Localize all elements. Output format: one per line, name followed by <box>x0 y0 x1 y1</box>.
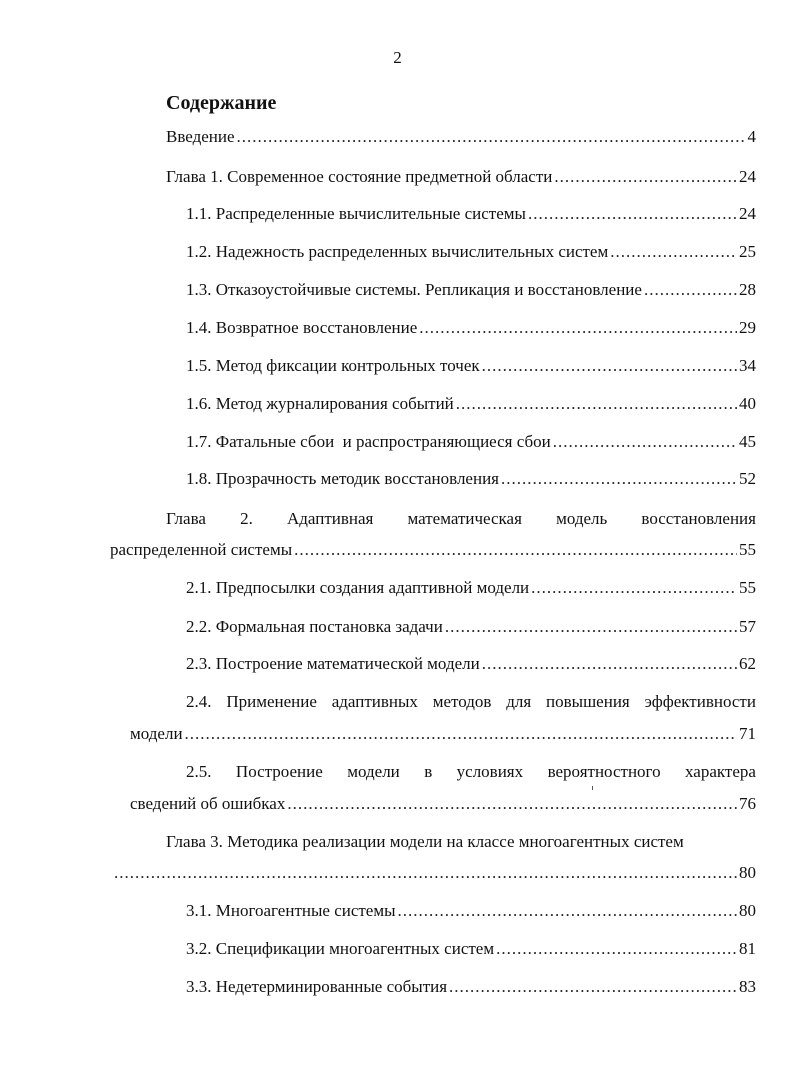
dot-leader <box>531 578 737 598</box>
toc-word: эффективности <box>644 692 756 711</box>
toc-word: 2.4. <box>186 692 212 711</box>
toc-entry-text: Введение <box>166 127 235 146</box>
dot-leader <box>528 204 737 224</box>
toc-word: математическая <box>407 509 522 528</box>
dot-leader <box>553 432 737 452</box>
dot-leader <box>610 242 737 262</box>
toc-entry-page: 81 <box>739 939 756 958</box>
dot-leader <box>501 469 737 489</box>
toc-word: характера <box>685 762 756 781</box>
toc-word: модель <box>556 509 608 528</box>
toc-entry-text: 1.4. Возвратное восстановление <box>186 318 418 337</box>
toc-entry-introduction[interactable] <box>166 127 756 147</box>
dot-leader <box>482 654 737 674</box>
toc-entry-page: 62 <box>739 654 756 673</box>
dot-leader <box>456 394 737 414</box>
toc-entry-text: распределенной системы <box>110 540 293 559</box>
toc-entry-text: 2.2. Формальная постановка задачи <box>186 617 443 636</box>
toc-entry-3-2[interactable] <box>186 939 756 959</box>
dot-leader <box>237 127 746 147</box>
toc-entry-2-3[interactable] <box>186 654 756 674</box>
toc-entry-text: 1.2. Надежность распределенных вычислительных систем <box>186 242 609 261</box>
toc-entry-3-3[interactable] <box>186 977 756 997</box>
toc-entry-page: 83 <box>739 977 756 996</box>
toc-word: вероятностного <box>547 762 661 781</box>
toc-word: в <box>424 762 433 781</box>
toc-word: Применение <box>226 692 317 711</box>
toc-word: Глава <box>166 509 206 528</box>
toc-entry-1-7[interactable] <box>186 432 756 452</box>
toc-entry-page: 76 <box>739 794 756 813</box>
toc-entry-text: 3.3. Недетерминированные события <box>186 977 448 996</box>
toc-entry-page: 55 <box>739 540 756 559</box>
dot-leader <box>419 318 737 338</box>
toc-entry-page: 57 <box>739 617 756 636</box>
toc-entry-3-1[interactable] <box>186 901 756 921</box>
toc-heading: Содержание <box>166 92 277 114</box>
dot-leader <box>482 356 737 376</box>
toc-entry-1-5[interactable] <box>186 356 756 376</box>
dot-leader <box>644 280 737 300</box>
toc-entry-text: 2.3. Построение математической модели <box>186 654 480 673</box>
toc-entry-text: 1.7. Фатальные сбои и распространяющиеся сбои <box>186 432 551 451</box>
toc-entry-text: 1.5. Метод фиксации контрольных точек <box>186 356 480 375</box>
toc-entry-2-2[interactable] <box>186 617 756 637</box>
toc-entry-1-1[interactable] <box>186 204 756 224</box>
dot-leader <box>445 617 737 637</box>
toc-entry-chapter-3-line1[interactable] <box>166 832 756 852</box>
dot-leader <box>294 540 737 560</box>
toc-entry-page: 34 <box>739 356 756 375</box>
toc-word: 2.5. <box>186 762 212 781</box>
toc-entry-1-4[interactable] <box>186 318 756 338</box>
toc-entry-1-2[interactable] <box>186 242 756 262</box>
toc-entry-text: модели <box>130 724 183 743</box>
toc-entry-text: Глава 1. Современное состояние предметной области <box>166 167 553 186</box>
toc-word: восстановления <box>641 509 756 528</box>
toc-entry-page: 71 <box>739 724 756 743</box>
scan-artifact <box>592 786 593 790</box>
toc-entry-page: 52 <box>739 469 756 488</box>
toc-word: модели <box>347 762 400 781</box>
toc-entry-chapter-2-line1[interactable] <box>166 509 756 529</box>
toc-entry-2-5-line1[interactable] <box>186 762 756 782</box>
toc-entry-page: 4 <box>747 127 756 146</box>
toc-word: Построение <box>235 762 323 781</box>
toc-word: методов <box>432 692 492 711</box>
toc-entry-page: 24 <box>739 167 756 186</box>
dot-leader <box>496 939 737 959</box>
toc-entry-2-5-line2[interactable] <box>130 794 756 814</box>
dot-leader <box>554 167 737 187</box>
toc-entry-chapter-2-line2[interactable] <box>110 540 756 560</box>
dot-leader <box>287 794 737 814</box>
toc-entry-chapter-3-line2[interactable] <box>114 863 756 883</box>
toc-entry-page: 29 <box>739 318 756 337</box>
toc-entry-text: 1.3. Отказоустойчивые системы. Репликация и восстановление <box>186 280 642 299</box>
toc-word: 2. <box>240 509 253 528</box>
dot-leader <box>114 863 737 883</box>
toc-entry-page: 24 <box>739 204 756 223</box>
toc-entry-2-4-line1[interactable] <box>186 692 756 712</box>
toc-entry-text: Глава 3. Методика реализации модели на классе многоагентных систем <box>166 832 684 851</box>
toc-entry-2-4-line2[interactable] <box>130 724 756 744</box>
toc-word: повышения <box>546 692 630 711</box>
toc-entry-page: 80 <box>739 901 756 920</box>
toc-entry-text: 2.1. Предпосылки создания адаптивной модели <box>186 578 530 597</box>
toc-entry-2-1[interactable] <box>186 578 756 598</box>
toc-entry-page: 28 <box>739 280 756 299</box>
page-number: 2 <box>393 48 402 67</box>
toc-entry-text: 1.6. Метод журналирования событий <box>186 394 454 413</box>
toc-word: адаптивных <box>331 692 418 711</box>
toc-entry-page: 45 <box>739 432 756 451</box>
toc-entry-text: 3.1. Многоагентные системы <box>186 901 396 920</box>
dot-leader <box>449 977 737 997</box>
toc-word: для <box>506 692 532 711</box>
toc-entry-text: 3.2. Спецификации многоагентных систем <box>186 939 495 958</box>
toc-entry-page: 55 <box>739 578 756 597</box>
toc-entry-1-3[interactable] <box>186 280 756 300</box>
toc-entry-1-8[interactable] <box>186 469 756 489</box>
toc-entry-text: 1.1. Распределенные вычислительные системы <box>186 204 526 223</box>
toc-entry-chapter-1[interactable] <box>166 167 756 187</box>
toc-entry-page: 40 <box>739 394 756 413</box>
toc-entry-page: 80 <box>739 863 756 882</box>
toc-entry-1-6[interactable] <box>186 394 756 414</box>
toc-word: Адаптивная <box>286 509 374 528</box>
toc-entry-text: сведений об ошибках <box>130 794 286 813</box>
toc-entry-page: 25 <box>739 242 756 261</box>
toc-word: условиях <box>456 762 524 781</box>
toc-entry-text: 1.8. Прозрачность методик восстановления <box>186 469 499 488</box>
dot-leader <box>185 724 737 744</box>
dot-leader <box>398 901 737 921</box>
